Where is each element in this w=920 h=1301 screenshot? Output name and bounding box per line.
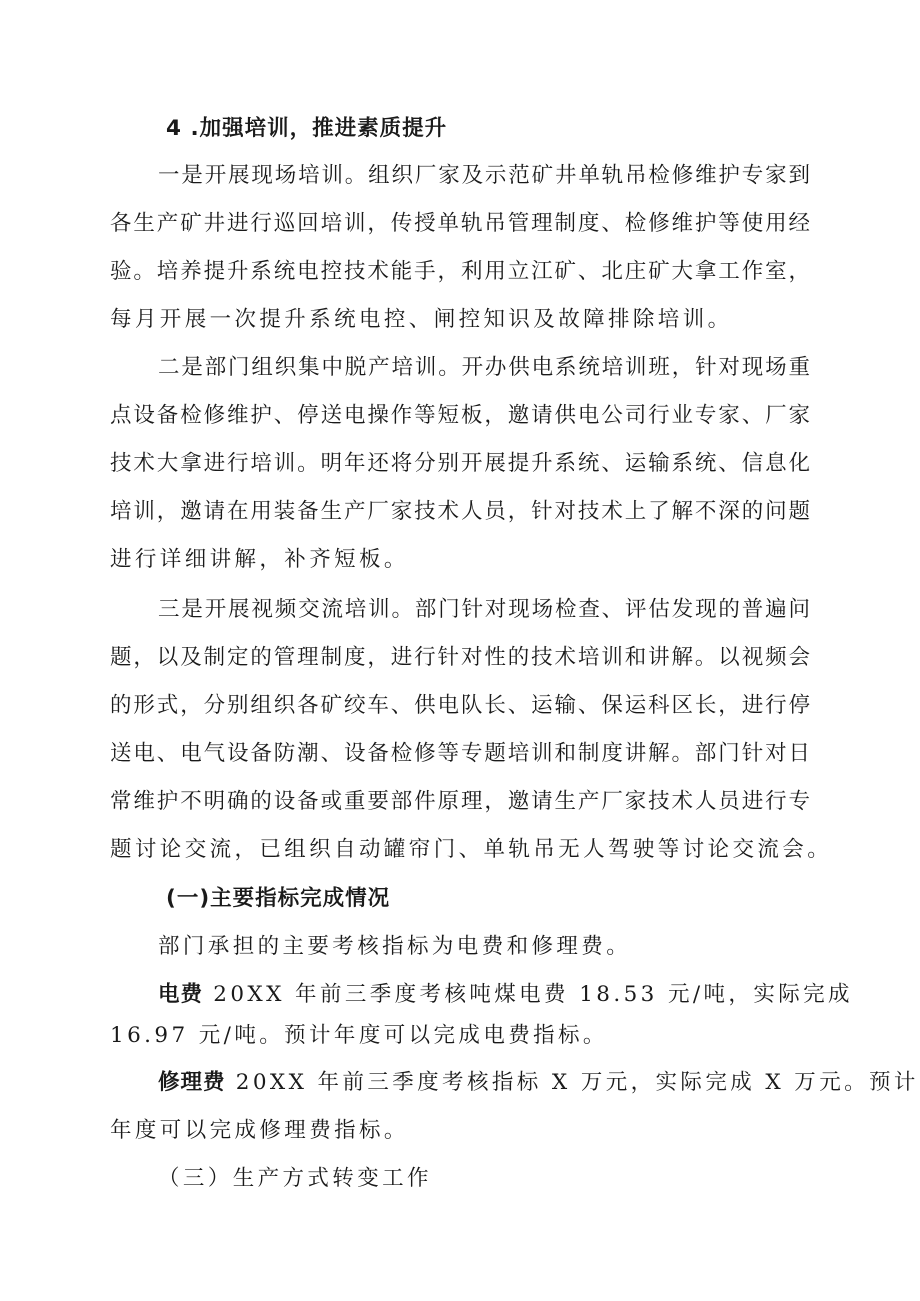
paragraph-line: 三是开展视频交流培训。部门针对现场检查、评估发现的普遍问 [158,597,810,622]
repair-fee-label: 修理费 [158,1070,226,1095]
paragraph-line: 一是开展现场培训。组织厂家及示范矿井单轨吊检修维护专家到 [158,163,810,188]
paragraph-line: 各生产矿井进行巡回培训，传授单轨吊管理制度、检修维护等使用经 [110,211,810,236]
paragraph-line: 二是部门组织集中脱产培训。开办供电系统培训班，针对现场重 [158,355,810,380]
paragraph-line: 题，以及制定的管理制度，进行针对性的技术培训和讲解。以视频会 [110,645,810,670]
electric-fee-line [158,980,853,1010]
paragraph-line: 验。培养提升系统电控技术能手，利用立江矿、北庄矿大拿工作室， [110,259,810,284]
section-heading-production: （三）生产方式转变工作 [158,1166,432,1191]
section-heading-indicators: (一)主要指标完成情况 [166,886,391,911]
paragraph-line: 每月开展一次提升系统电控、闸控知识及故障排除培训。 [110,307,733,332]
paragraph-line: 点设备检修维护、停送电操作等短板，邀请供电公司行业专家、厂家 [110,403,810,428]
electric-fee-label: 电费 [158,982,204,1007]
paragraph-line: 部门承担的主要考核指标为电费和修理费。 [158,934,632,959]
repair-fee-line [158,1068,919,1098]
paragraph-line: 送电、电气设备防潮、设备检修等专题培训和制度讲解。部门针对日 [110,741,810,766]
paragraph-line: 的形式，分别组织各矿绞车、供电队长、运输、保运科区长，进行停 [110,693,810,718]
section-heading-training: 4 .加强培训，推进素质提升 [166,116,448,141]
paragraph-line: 进行详细讲解，补齐短板。 [110,547,409,572]
paragraph-line: 16.97 元/吨。预计年度可以完成电费指标。 [110,1023,608,1048]
paragraph-line: 年度可以完成修理费指标。 [110,1118,409,1143]
paragraph-line: 题讨论交流，已组织自动罐帘门、单轨吊无人驾驶等讨论交流会。 [110,837,833,862]
paragraph-line: 常维护不明确的设备或重要部件原理，邀请生产厂家技术人员进行专 [110,789,810,814]
paragraph-line: 技术大拿进行培训。明年还将分别开展提升系统、运输系统、信息化 [110,451,810,476]
repair-fee-text: 20XX 年前三季度考核指标 X 万元，实际完成 X 万元。预计 [225,1070,919,1095]
paragraph-line: 培训，邀请在用装备生产厂家技术人员，针对技术上了解不深的问题 [110,499,810,524]
electric-fee-text: 20XX 年前三季度考核吨煤电费 18.53 元/吨，实际完成 [203,982,853,1007]
